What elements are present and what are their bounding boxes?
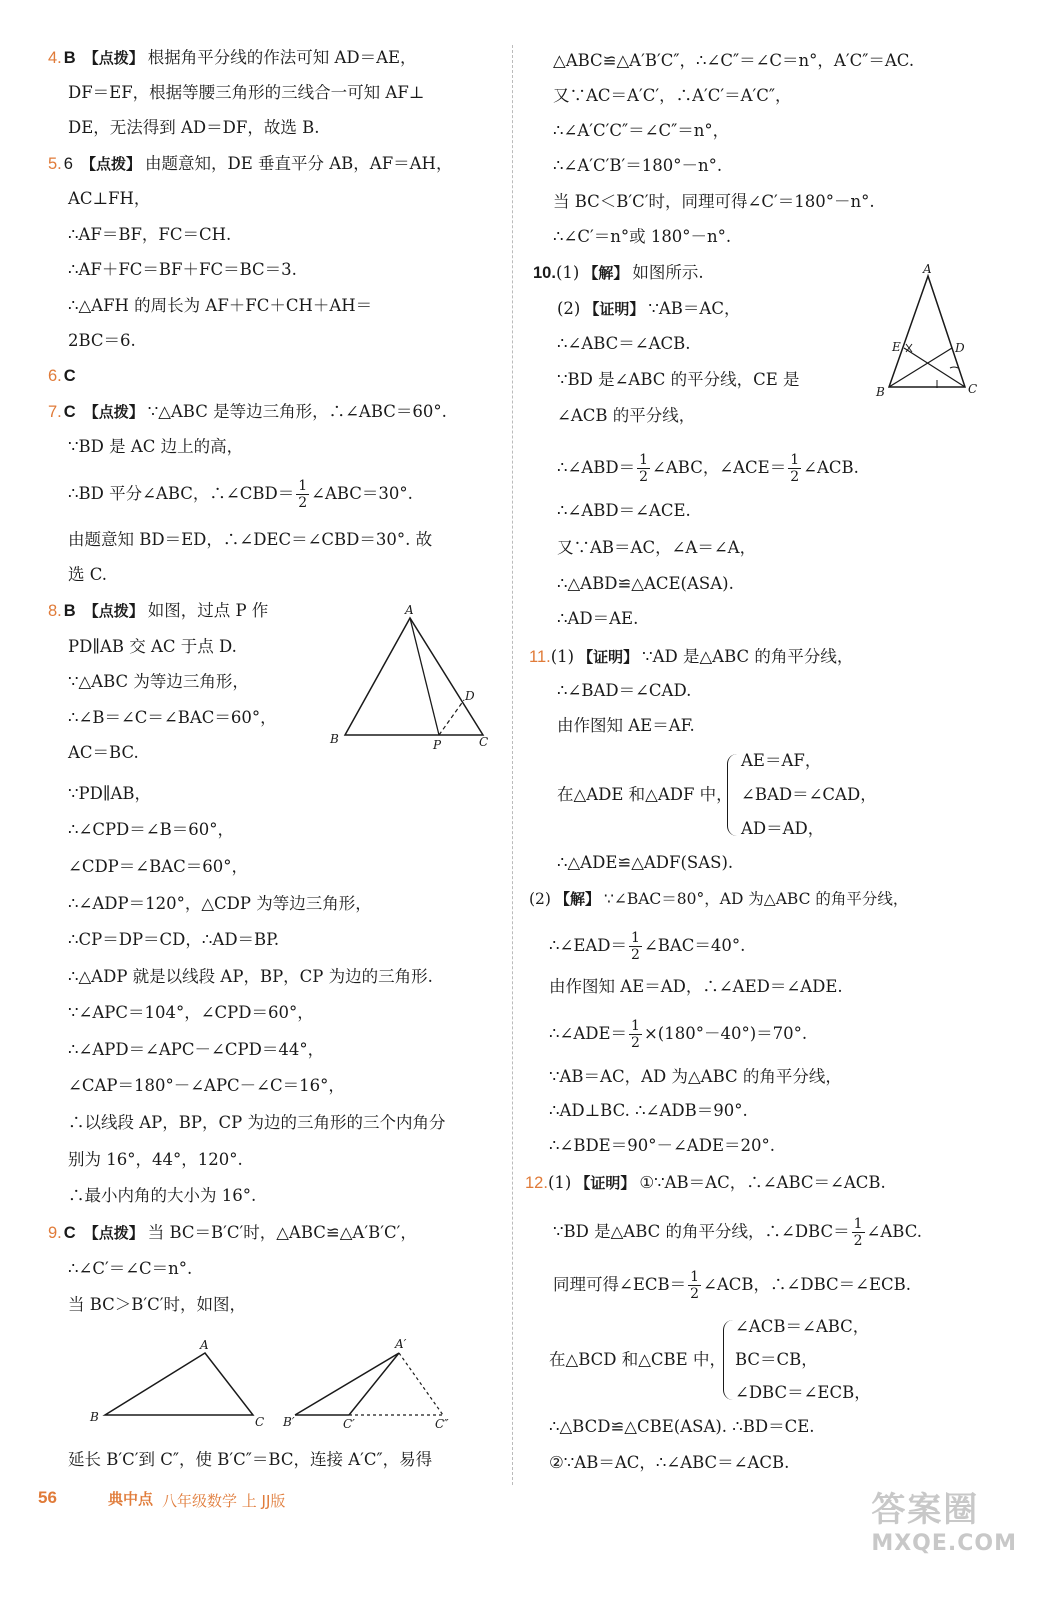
q9-cont-line3: ∴∠A′C′C″＝∠C″＝n°， — [553, 121, 730, 140]
q12-brace-line1: ∠ACB＝∠ABC， — [735, 1317, 870, 1336]
q12-line6: ②∵AB＝AC，∴∠ABC＝∠ACB. — [549, 1453, 790, 1472]
label-c: C — [479, 735, 489, 749]
label-a: A — [923, 262, 932, 276]
q8-line2: PD∥AB 交 AC 于点 D. — [68, 637, 237, 656]
label-b: B — [876, 385, 885, 399]
q9-line4: 延长 B′C′到 C″，使 B′C″＝BC，连接 A′C″，易得 — [68, 1450, 433, 1469]
q4-line1: 4. B 【点拨】 根据角平分线的作法可知 AD＝AE， — [48, 48, 417, 67]
q5-line4: ∴AF＋FC＝BF＋FC＝BC＝3. — [68, 260, 297, 279]
q9-line3: 当 BC＞B′C′时，如图， — [68, 1295, 247, 1314]
segment-ap — [410, 618, 439, 735]
page-number: 56 — [38, 1488, 57, 1507]
q9-cont-line2: 又∵AC＝A′C′，∴A′C′＝A′C″， — [553, 86, 792, 105]
q8-line14: ∠CAP＝180°－∠APC－∠C＝16°， — [68, 1076, 345, 1095]
label-b: B — [330, 732, 339, 746]
book-title: 八年级数学 上 JJ版 — [162, 1492, 286, 1510]
q5-line5: ∴△AFH 的周长为 AF＋FC＋CH＋AH＝ — [68, 296, 373, 315]
label-c: C — [255, 1415, 265, 1429]
q4-line2: DF＝EF，根据等腰三角形的三线合一可知 AF⊥ — [68, 83, 425, 102]
q10-line1: 10.(1) 【解】 如图所示. — [533, 263, 704, 282]
q8-line4: ∴∠B＝∠C＝∠BAC＝60°， — [68, 708, 277, 727]
q9-cont-line1: △ABC≌△A′B′C″，∴∠C″＝∠C＝n°，A′C″＝AC. — [553, 51, 915, 70]
label-b: B — [90, 1410, 99, 1424]
q11-line5: ∴△ADE≌△ADF(SAS). — [557, 853, 734, 872]
q8-line6: ∵PD∥AB， — [68, 784, 151, 803]
label-c2: C″ — [435, 1417, 449, 1431]
label-d: D — [465, 689, 475, 703]
arc-mark-d — [950, 367, 958, 368]
watermark-site: MXQE.COM — [871, 1531, 1017, 1556]
q7-line2: ∵BD 是 AC 边上的高， — [68, 437, 244, 456]
label-p: P — [433, 738, 442, 752]
q10-line5: ∠ACB 的平分线， — [557, 406, 696, 425]
q11-line8: 由作图知 AE＝AD，∴∠AED＝∠ADE. — [549, 977, 843, 996]
q7-line3: ∴BD 平分∠ABC，∴∠CBD＝ $\frac{1}{2}$ ∠ABC＝30°. — [68, 478, 413, 511]
q8-line5: AC＝BC. — [68, 743, 139, 762]
q8-line9: ∴∠ADP＝120°，△CDP 为等边三角形， — [68, 894, 372, 913]
q8-line17: ∴最小内角的大小为 16°. — [68, 1186, 257, 1205]
fraction-half: $\frac{1}{2}$ — [790, 452, 800, 485]
q8-line1: 8. B 【点拨】 如图，过点 P 作 — [48, 601, 269, 620]
q12-brace-line3: ∠DBC＝∠ECB， — [735, 1383, 871, 1402]
q7-line1: 7. C 【点拨】 ∵△ABC 是等边三角形，∴∠ABC＝60°. — [48, 402, 447, 421]
q11-line3: 由作图知 AE＝AF. — [557, 716, 695, 735]
q5-line2: AC⊥FH， — [68, 189, 151, 208]
q8-line13: ∴∠APD＝∠APC－∠CPD＝44°， — [68, 1040, 325, 1059]
q8-line16: 别为 16°，44°，120°. — [68, 1150, 243, 1169]
q9-cont-line6: ∴∠C′＝n°或 180°－n°. — [553, 227, 732, 246]
q11-line9: ∴∠ADE＝ $\frac{1}{2}$ ×(180°－40°)＝70°. — [549, 1018, 808, 1051]
label-c1: C′ — [343, 1417, 355, 1431]
q10-line6: ∴∠ABD＝ $\frac{1}{2}$ ∠ABC，∠ACE＝ $\frac{1}{2}$ ∠ACB. — [557, 452, 859, 485]
triangle-abc — [889, 276, 965, 387]
q8-line12: ∵∠APC＝104°，∠CPD＝60°， — [68, 1003, 314, 1022]
q11-line4: 在△ADE 和△ADF 中， — [557, 785, 733, 804]
q12-line1: 12.(1) 【证明】 ①∵AB＝AC，∴∠ABC＝∠ACB. — [525, 1173, 886, 1192]
brace-left — [727, 754, 738, 836]
q9-triangles-figure — [85, 1335, 505, 1435]
q10-line8: 又∵AB＝AC，∠A＝∠A， — [557, 538, 757, 557]
column-divider — [512, 45, 513, 1485]
q12-line5: ∴△BCD≌△CBE(ASA). ∴BD＝CE. — [549, 1417, 815, 1436]
q12-line2: ∵BD 是△ABC 的角平分线，∴∠DBC＝ $\frac{1}{2}$ ∠ABC. — [553, 1216, 923, 1249]
fraction-half: $\frac{1}{2}$ — [298, 478, 308, 511]
q12-line4: 在△BCD 和△CBE 中， — [549, 1350, 726, 1369]
q11-line2: ∴∠BAD＝∠CAD. — [557, 681, 692, 700]
fraction-half: $\frac{1}{2}$ — [639, 452, 649, 485]
q9-line2: ∴∠C′＝∠C＝n°. — [68, 1259, 193, 1278]
q11-line10: ∵AB＝AC，AD 为△ABC 的角平分线， — [549, 1067, 842, 1086]
q8-line8: ∠CDP＝∠BAC＝60°， — [68, 857, 249, 876]
fraction-half: $\frac{1}{2}$ — [631, 930, 640, 963]
segment-a1c2 — [399, 1353, 443, 1415]
q5-line3: ∴AF＝BF，FC＝CH. — [68, 225, 232, 244]
q4-line3: DE，无法得到 AD＝DF，故选 B. — [68, 118, 320, 137]
q10-line4: ∵BD 是∠ABC 的平分线，CE 是 — [557, 370, 800, 389]
q8-triangle-figure — [325, 600, 505, 755]
q6-line: 6. C — [48, 367, 76, 385]
q11-line12: ∴∠BDE＝90°－∠ADE＝20°. — [549, 1136, 775, 1155]
q10-line2: (2) 【证明】 ∵AB＝AC， — [557, 299, 741, 318]
q8-line3: ∵△ABC 为等边三角形， — [68, 672, 249, 691]
q10-line7: ∴∠ABD＝∠ACE. — [557, 501, 691, 520]
q9-cont-line5: 当 BC＜B′C′时，同理可得∠C′＝180°－n°. — [553, 192, 875, 211]
q8-line11: ∴△ADP 就是以线段 AP，BP，CP 为边的三角形. — [68, 967, 433, 986]
q7-line5: 选 C. — [68, 565, 108, 584]
brand-logo: 典中点 — [108, 1490, 154, 1508]
q8-line10: ∴CP＝DP＝CD，∴AD＝BP. — [68, 930, 280, 949]
q5-line6: 2BC＝6. — [68, 331, 136, 350]
q8-line7: ∴∠CPD＝∠B＝60°， — [68, 820, 234, 839]
q12-brace-line2: BC＝CB， — [735, 1350, 818, 1369]
q10-triangle-figure — [873, 262, 988, 407]
fraction-half: $\frac{1}{2}$ — [853, 1216, 863, 1249]
q11-line11: ∴AD⊥BC. ∴∠ADB＝90°. — [549, 1101, 748, 1120]
segment-pd — [439, 700, 464, 735]
label-d: D — [955, 341, 965, 355]
label-a: A — [405, 603, 414, 617]
label-a: A — [200, 1338, 209, 1352]
q9-line1: 9. C 【点拨】 当 BC＝B′C′时，△ABC≌△A′B′C′， — [48, 1223, 417, 1242]
q11-brace-line2: ∠BAD＝∠CAD， — [741, 785, 877, 804]
triangle-a1b1c1 — [295, 1353, 399, 1415]
q5-line1: 5. 6 【点拨】 由题意知，DE 垂直平分 AB，AF＝AH， — [48, 154, 453, 173]
q11-line1: 11.(1) 【证明】 ∵AD 是△ABC 的角平分线， — [529, 647, 854, 666]
q11-brace-line1: AE＝AF， — [741, 751, 822, 770]
q8-line15: ∴以线段 AP，BP，CP 为边的三角形的三个内角分 — [68, 1113, 446, 1132]
watermark — [871, 1482, 1017, 1556]
q10-line10: ∴AD＝AE. — [557, 609, 639, 628]
q10-line9: ∴△ABD≌△ACE(ASA). — [557, 574, 734, 593]
label-c: C — [968, 382, 978, 396]
fraction-half: $\frac{1}{2}$ — [631, 1018, 640, 1051]
q11-brace-line3: AD＝AD， — [741, 819, 825, 838]
label-e: E — [892, 340, 901, 354]
label-b1: B′ — [283, 1415, 295, 1429]
q9-cont-line4: ∴∠A′C′B′＝180°－n°. — [553, 156, 723, 175]
q11-line6: (2) 【解】 ∵∠BAC＝80°，AD 为△ABC 的角平分线， — [529, 890, 909, 908]
watermark-logo: 答案圈 — [871, 1490, 980, 1530]
fraction-half: $\frac{1}{2}$ — [690, 1269, 700, 1302]
brace-left — [723, 1320, 734, 1400]
triangle-abc — [105, 1353, 253, 1415]
q11-line7: ∴∠EAD＝ $\frac{1}{2}$ ∠BAC＝40°. — [549, 930, 746, 963]
q7-line4: 由题意知 BD＝ED，∴∠DEC＝∠CBD＝30°. 故 — [68, 530, 433, 549]
q12-line3: 同理可得∠ECB＝ $\frac{1}{2}$ ∠ACB，∴∠DBC＝∠ECB. — [553, 1269, 912, 1302]
q10-line3: ∴∠ABC＝∠ACB. — [557, 334, 691, 353]
label-a1: A′ — [395, 1337, 407, 1351]
